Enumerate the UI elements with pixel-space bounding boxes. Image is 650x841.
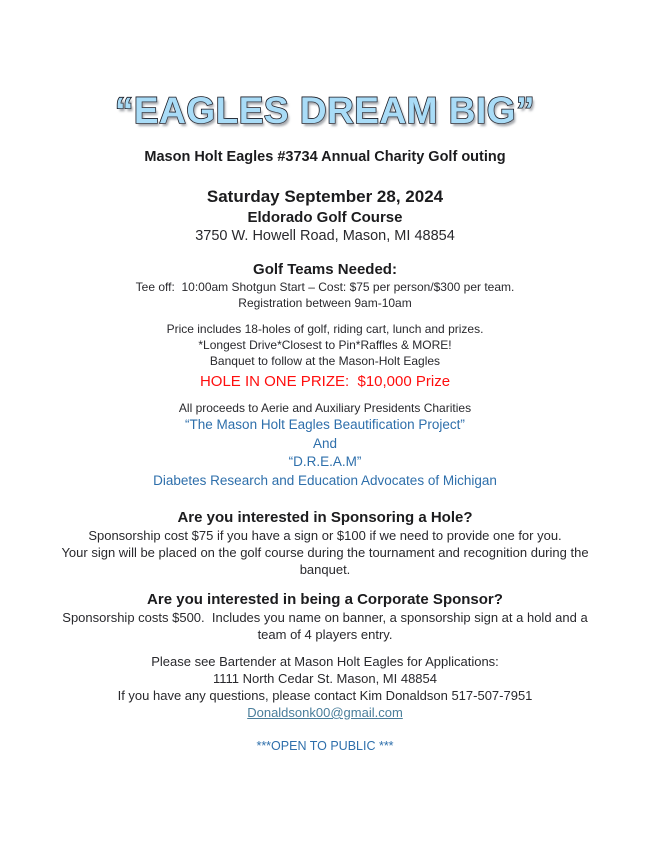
event-info-section — [0, 186, 650, 246]
hole-sponsor-section — [0, 508, 650, 578]
event-venue: Eldorado Golf Course — [247, 209, 403, 226]
corporate-sponsor-heading: Are you interested in being a Corporate Sponsor? — [147, 591, 503, 608]
event-address: 3750 W. Howell Road, Mason, MI 48854 — [195, 228, 455, 244]
corporate-sponsor-body: Sponsorship costs $500. Includes you name on banner, a sponsorship sign at a hold and a team of 4 players entry. — [62, 610, 592, 642]
flyer-subtitle: Mason Holt Eagles #3734 Annual Charity Golf outing — [144, 149, 506, 165]
banquet-line: Banquet to follow at the Mason-Holt Eagles — [209, 354, 441, 368]
flyer-title: “EAGLES DREAM BIG” — [114, 90, 536, 131]
charities-section — [0, 400, 650, 490]
golf-teams-section — [0, 260, 650, 311]
event-details-section — [0, 321, 650, 392]
golf-teams-heading: Golf Teams Needed: — [253, 261, 397, 278]
hole-sponsor-cost-line: Sponsorship cost $75 if you have a sign or $100 if we need to provide one for you. — [88, 528, 562, 543]
eagles-address-line: 1111 North Cedar St. Mason, MI 48854 — [212, 671, 437, 686]
contact-section — [0, 653, 650, 722]
tee-off-line: Tee off: 10:00am Shotgun Start – Cost: $75 per person/$300 per team. — [135, 280, 515, 294]
price-includes-line: Price includes 18-holes of golf, riding cart, lunch and prizes. — [166, 322, 484, 336]
dream-full-name-line: Diabetes Research and Education Advocates of Michigan — [153, 472, 497, 488]
proceeds-line: All proceeds to Aerie and Auxiliary Presidents Charities — [178, 401, 472, 415]
event-date: Saturday September 28, 2024 — [206, 187, 444, 206]
contests-line: *Longest Drive*Closest to Pin*Raffles & MORE! — [198, 338, 452, 352]
applications-line: Please see Bartender at Mason Holt Eagles for Applications: — [151, 654, 499, 669]
corporate-sponsor-section — [0, 590, 650, 643]
open-to-public-line: ***OPEN TO PUBLIC *** — [256, 739, 394, 753]
hole-sponsor-placement-line: Your sign will be placed on the golf course during the tournament and recognition during the banquet. — [61, 545, 593, 577]
questions-contact-line: If you have any questions, please contact Kim Donaldson 517-507-7951 — [117, 688, 533, 703]
beautification-project-line: “The Mason Holt Eagles Beautification Project” — [185, 417, 465, 432]
registration-line: Registration between 9am-10am — [238, 296, 412, 310]
dream-acronym-line: “D.R.E.A.M” — [288, 454, 362, 469]
hole-in-one-prize: HOLE IN ONE PRIZE: $10,000 Prize — [199, 373, 451, 390]
hole-sponsor-heading: Are you interested in Sponsoring a Hole? — [177, 509, 473, 526]
and-line: And — [312, 435, 338, 451]
email-link[interactable]: Donaldsonk00@gmail.com — [247, 705, 403, 720]
